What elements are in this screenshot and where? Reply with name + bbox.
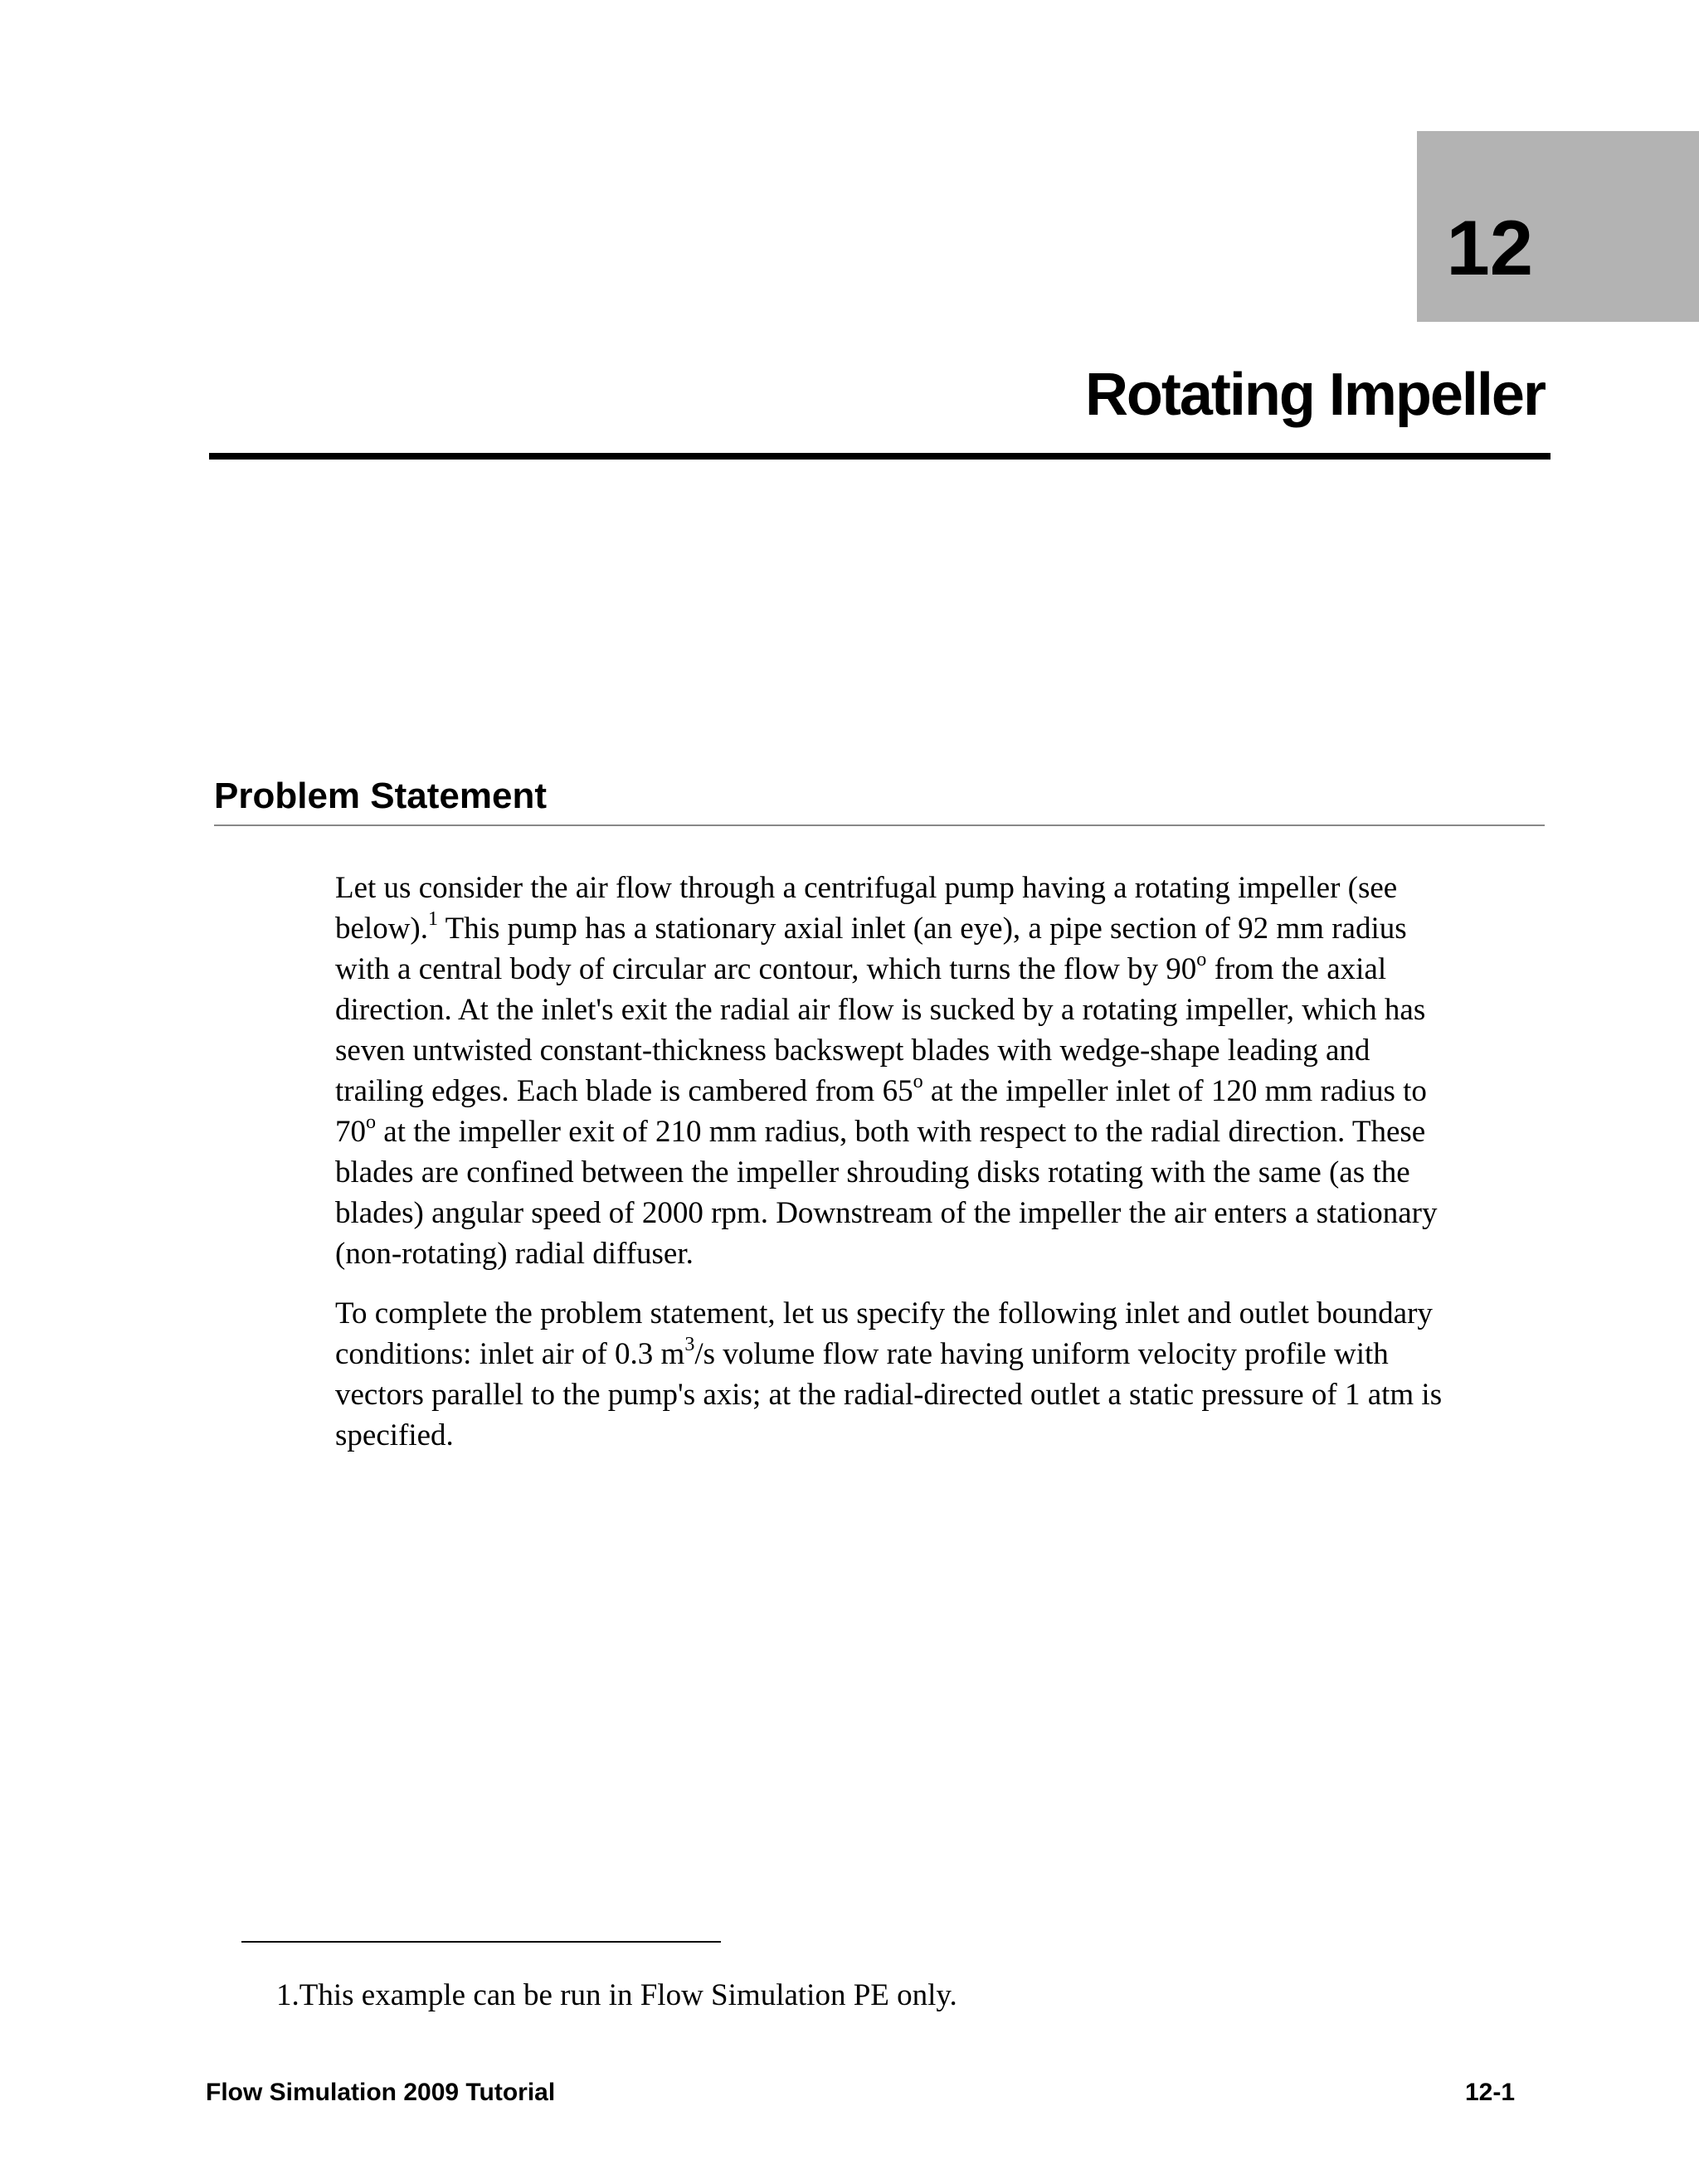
- paragraph-fragment: trailing edges. Each blade is cambered from 65: [335, 1074, 913, 1108]
- paragraph-fragment: at the impeller exit of 210 mm radius, both with respect to the radial direction. These: [376, 1115, 1426, 1149]
- paragraph-line: (non-rotating) radial diffuser.: [335, 1237, 694, 1271]
- paragraph-line: [335, 1334, 1559, 1374]
- footnote-divider: [241, 1941, 721, 1943]
- paragraph-line: direction. At the inlet's exit the radial air flow is sucked by a rotating impeller, which has: [335, 993, 1426, 1027]
- paragraph-fragment: at the impeller inlet of 120 mm radius to: [923, 1074, 1427, 1108]
- paragraph-1: [335, 868, 1559, 1274]
- paragraph-fragment: with a central body of circular arc contour, which turns the flow by 90: [335, 952, 1197, 986]
- paragraph-line: Let us consider the air flow through a centrifugal pump having a rotating impeller (see: [335, 871, 1398, 905]
- chapter-number: 12: [1446, 204, 1533, 291]
- title-divider: [209, 453, 1551, 460]
- paragraph-line: To complete the problem statement, let us specify the following inlet and outlet boundary: [335, 1296, 1433, 1330]
- paragraph-fragment: /s volume flow rate having uniform velocity profile with: [694, 1337, 1389, 1371]
- paragraph-line: [335, 949, 1559, 990]
- paragraph-line: blades) angular speed of 2000 rpm. Downstream of the impeller the air enters a stationary: [335, 1196, 1438, 1230]
- footnote: 1.This example can be run in Flow Simulation PE only.: [276, 1978, 957, 2012]
- exponent-superscript: 3: [684, 1334, 695, 1356]
- paragraph-fragment: conditions: inlet air of 0.3 m: [335, 1337, 685, 1371]
- chapter-title: Rotating Impeller: [1084, 362, 1545, 428]
- degree-superscript: o: [1196, 949, 1207, 971]
- paragraph-line: [335, 908, 1559, 949]
- degree-superscript: o: [366, 1111, 377, 1134]
- section-heading: Problem Statement: [214, 776, 547, 816]
- paragraph-line: [335, 1071, 1559, 1111]
- paragraph-line: seven untwisted constant-thickness backswept blades with wedge-shape leading and: [335, 1034, 1370, 1068]
- footnote-reference: 1: [428, 908, 439, 931]
- paragraph-fragment: below).: [335, 912, 428, 946]
- paragraph-line: vectors parallel to the pump's axis; at the radial-directed outlet a static pressure of 1 atm is: [335, 1378, 1443, 1412]
- paragraph-fragment: from the axial: [1206, 952, 1387, 986]
- body-text: [335, 868, 1559, 1456]
- footer-page-number: 12-1: [1464, 2079, 1515, 2106]
- paragraph-line: [335, 1111, 1559, 1152]
- section-divider: [214, 824, 1545, 826]
- paragraph-line: blades are confined between the impeller shrouding disks rotating with the same (as the: [335, 1155, 1410, 1189]
- paragraph-fragment: This pump has a stationary axial inlet (an eye), a pipe section of 92 mm radius: [438, 912, 1407, 946]
- paragraph-2: [335, 1293, 1559, 1456]
- degree-superscript: o: [913, 1071, 923, 1093]
- paragraph-line: specified.: [335, 1418, 454, 1452]
- footer-book-title: Flow Simulation 2009 Tutorial: [206, 2079, 556, 2106]
- paragraph-fragment: 70: [335, 1115, 366, 1149]
